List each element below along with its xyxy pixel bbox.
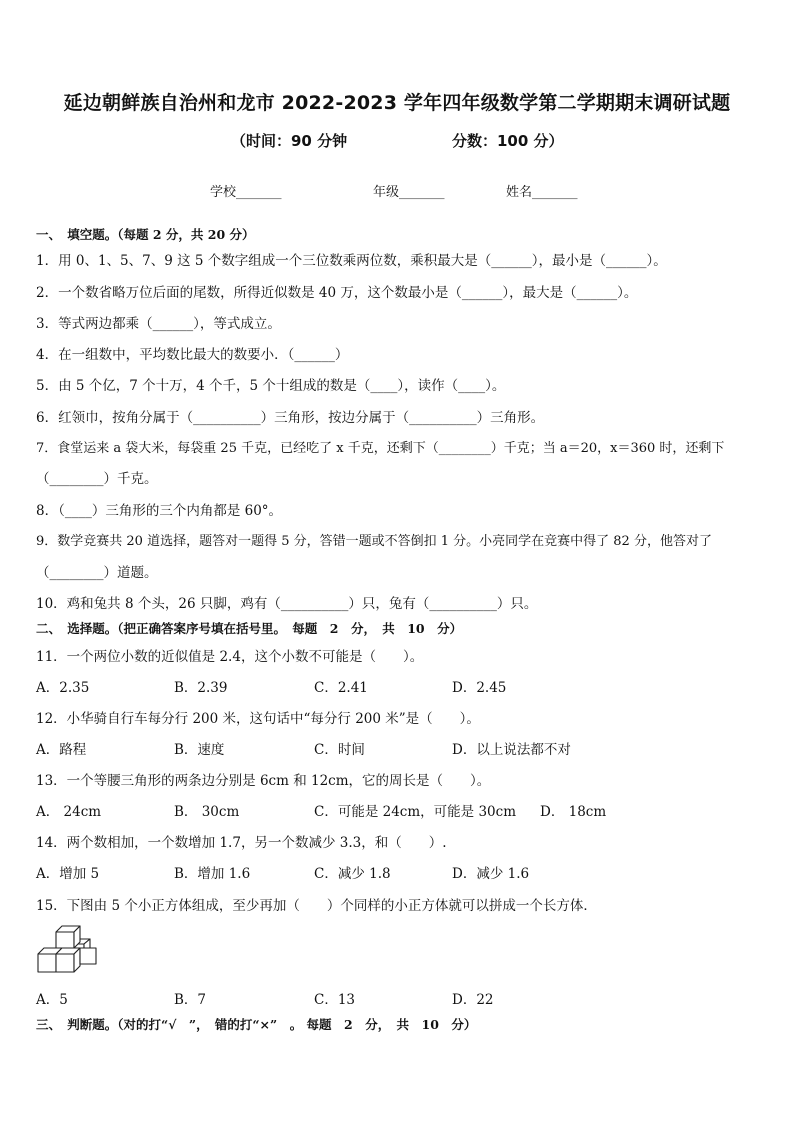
question-11: 11．一个两位小数的近似值是 2.4，这个小数不可能是（ ）。 (36, 649, 424, 665)
section-judge-heading: 三、 判断题。（对的打“√ ”， 错的打“×” 。 每题 2 分， 共 10 分） (36, 1017, 477, 1032)
option-12-b: B．速度 (174, 742, 225, 758)
option-15-c: C．13 (314, 992, 356, 1008)
option-15-d: D．22 (452, 992, 494, 1008)
question-6: 6．红领巾，按角分属于（__________）三角形，按边分属于（__________）三角形。 (36, 410, 545, 426)
option-14-b: B．增加 1.6 (174, 866, 251, 882)
cube-face (38, 954, 56, 972)
option-11-b: B．2.39 (174, 680, 228, 696)
cubes-figure (36, 922, 100, 976)
question-9: 9．数学竞赛共 20 道选择，题答对一题得 5 分，答错一题或不答倒扣 1 分。小亮同学在竞赛中得了 82 分，他答对了 (36, 534, 712, 549)
question-10: 10．鸡和兔共 8 个头，26 只脚，鸡有（__________）只，兔有（__________）只。 (36, 596, 538, 612)
option-15-b: B．7 (174, 992, 207, 1008)
question-15: 15．下图由 5 个小正方体组成，至少再加（ ）个同样的小正方体就可以拼成一个长方体． (36, 898, 597, 914)
option-11-d: D．2.45 (452, 680, 507, 696)
option-12-d: D．以上说法都不对 (452, 742, 571, 758)
option-11-a: A．2.35 (36, 680, 90, 696)
question-5: 5．由 5 个亿，7 个十万，4 个千，5 个十组成的数是（____），读作（____）。 (36, 378, 506, 394)
option-12-c: C．时间 (314, 742, 365, 758)
cube-face (56, 932, 74, 948)
cube-face (56, 954, 74, 972)
school-field: 学校_______ (210, 185, 282, 200)
option-11-c: C．2.41 (314, 680, 368, 696)
option-13-a: A． 24cm (36, 804, 102, 820)
question-13: 13．一个等腰三角形的两条边分别是 6cm 和 12cm，它的周长是（ ）。 (36, 773, 491, 789)
cubes-figure-svg (36, 922, 100, 976)
option-14-d: D．减少 1.6 (452, 866, 530, 882)
question-7: 7．食堂运来 a 袋大米，每袋重 25 千克，已经吃了 x 千克，还剩下（________）千克；当 a＝20，x＝360 时，还剩下 (36, 441, 725, 456)
question-8: 8．（____）三角形的三个内角都是 60°。 (36, 503, 283, 519)
option-13-c: C．可能是 24cm，可能是 30cm (314, 804, 516, 820)
option-15-a: A．5 (36, 992, 68, 1008)
question-7-cont: （________）千克。 (36, 471, 158, 487)
grade-field: 年级_______ (373, 185, 445, 200)
option-14-c: C．减少 1.8 (314, 866, 391, 882)
option-12-a: A．路程 (36, 742, 87, 758)
cube-face (80, 948, 96, 964)
question-9-cont: （________）道题。 (36, 565, 158, 581)
question-14: 14．两个数相加，一个数增加 1.7，另一个数减少 3.3，和（ ）. (36, 835, 447, 851)
question-1: 1．用 0、1、5、7、9 这 5 个数字组成一个三位数乘两位数，乘积最大是（______），最小是（______）。 (36, 253, 667, 269)
section-choice-heading: 二、 选择题。（把正确答案序号填在括号里。 每题 2 分， 共 10 分） (36, 621, 463, 636)
question-4: 4．在一组数中，平均数比最大的数要小．（______） (36, 347, 349, 363)
question-3: 3．等式两边都乘（______），等式成立。 (36, 316, 281, 332)
name-field: 姓名_______ (506, 185, 578, 200)
question-2: 2．一个数省略万位后面的尾数，所得近似数是 40 万，这个数最小是（______），最大是（______）。 (36, 285, 638, 301)
option-13-b: B． 30cm (174, 804, 240, 820)
exam-score: 分数：100 分） (452, 132, 564, 150)
option-13-d: D． 18cm (540, 804, 607, 820)
question-12: 12．小华骑自行车每分行 200 米，这句话中“每分行 200 米”是（ ）。 (36, 711, 480, 727)
exam-time: （时间：90 分钟 (231, 132, 348, 150)
option-14-a: A．增加 5 (36, 866, 100, 882)
page-title: 延边朝鲜族自治州和龙市 2022-2023 学年四年级数学第二学期期末调研试题 (63, 92, 731, 114)
section-fill-heading: 一、 填空题。（每题 2 分，共 20 分） (36, 227, 255, 242)
